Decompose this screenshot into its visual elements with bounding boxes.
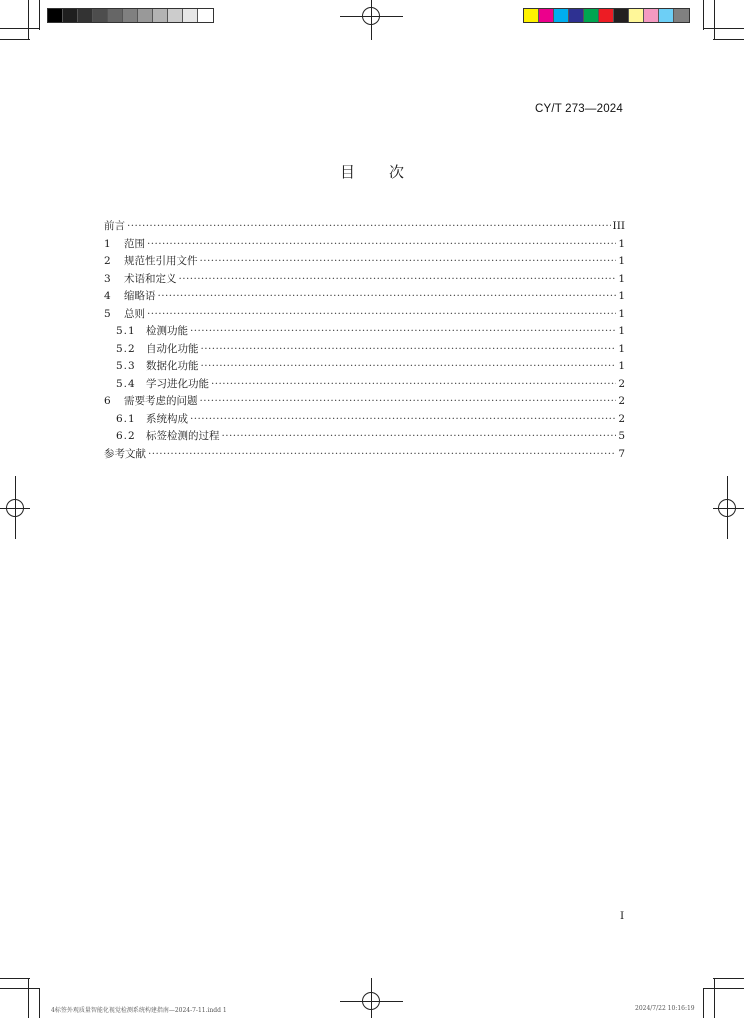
toc-entry-label: 规范性引用文件	[124, 255, 198, 267]
toc-leader-dots	[190, 323, 616, 341]
toc-entry-label: 参考文献	[104, 447, 146, 460]
toc-entry-label: 总则	[124, 307, 145, 320]
crop-mark	[0, 28, 40, 29]
gray-swatch	[153, 9, 168, 22]
toc-entry-page: 1	[618, 325, 625, 337]
toc-entry[interactable]	[104, 341, 625, 359]
toc-leader-dots	[147, 306, 616, 324]
toc-entry-number: 5.3	[116, 360, 136, 372]
color-swatch	[614, 9, 629, 22]
toc-entry[interactable]	[104, 393, 625, 411]
gray-swatch	[48, 9, 63, 22]
toc-entry-number: 1	[104, 237, 111, 250]
crop-mark	[39, 0, 40, 30]
crop-mark	[703, 988, 704, 1018]
crop-mark	[0, 988, 40, 989]
crop-mark	[28, 0, 29, 40]
crop-mark	[39, 988, 40, 1018]
gray-swatch	[78, 9, 93, 22]
crop-mark	[0, 978, 30, 979]
toc-leader-dots	[201, 358, 617, 376]
registration-mark	[718, 499, 736, 517]
toc-leader-dots	[127, 218, 611, 236]
color-swatch	[524, 9, 539, 22]
toc-leader-dots	[222, 428, 617, 446]
toc-entry[interactable]	[104, 323, 625, 341]
crop-mark	[714, 0, 715, 40]
toc-entry-number: 6.1	[116, 412, 136, 425]
toc-leader-dots	[200, 253, 617, 271]
gray-swatch	[123, 9, 138, 22]
gray-swatch	[198, 9, 213, 22]
toc-entry-label: 自动化功能	[146, 342, 199, 355]
toc-entry-label: 术语和定义	[124, 272, 177, 285]
toc-entry-page: 1	[618, 342, 625, 355]
title-right-char: 次	[389, 163, 405, 181]
toc-leader-dots	[148, 446, 616, 464]
toc-entry-label: 前言	[104, 220, 125, 232]
toc-entry-label: 缩略语	[124, 290, 156, 302]
toc-leader-dots	[190, 411, 616, 429]
crop-mark	[28, 978, 29, 1018]
toc-entry-label: 检测功能	[146, 325, 188, 337]
crop-mark	[0, 39, 30, 40]
crop-mark	[713, 978, 744, 979]
toc-entry-page: 5	[618, 430, 625, 442]
toc-entry-page: III	[612, 220, 625, 232]
page-title	[0, 161, 744, 182]
gray-scale-bar	[47, 8, 214, 23]
toc-leader-dots	[158, 288, 617, 306]
color-swatch	[584, 9, 599, 22]
toc-entry-number: 3	[104, 272, 111, 285]
toc-entry-number: 5.2	[116, 342, 136, 355]
toc-entry-number: 5.4	[116, 377, 136, 390]
color-swatch	[629, 9, 644, 22]
toc-entry[interactable]	[104, 236, 625, 254]
color-swatch	[674, 9, 689, 22]
toc-entry-label: 数据化功能	[146, 360, 199, 372]
page-folio: I	[620, 910, 625, 922]
toc-entry[interactable]	[104, 306, 625, 324]
toc-entry-label: 系统构成	[146, 412, 188, 425]
toc-entry[interactable]	[104, 411, 625, 429]
gray-swatch	[168, 9, 183, 22]
toc-entry[interactable]	[104, 446, 625, 464]
crop-mark	[714, 978, 715, 1018]
color-swatch	[659, 9, 674, 22]
slug-timestamp: 2024/7/22 10:16:19	[635, 1005, 695, 1012]
color-control-bar	[523, 8, 690, 23]
toc-entry-label: 范围	[124, 237, 145, 250]
crop-mark	[703, 28, 744, 29]
toc-entry-label: 标签检测的过程	[146, 430, 220, 442]
toc-entry-page: 7	[618, 447, 625, 460]
crop-mark	[713, 39, 744, 40]
toc-entry-page: 1	[618, 290, 625, 302]
toc-entry-number: 2	[104, 255, 111, 267]
toc-entry[interactable]	[104, 288, 625, 306]
color-swatch	[539, 9, 554, 22]
toc-entry-page: 1	[618, 307, 625, 320]
table-of-contents	[104, 218, 625, 463]
toc-entry-page: 1	[618, 272, 625, 285]
standard-code: CY/T 273—2024	[534, 103, 623, 115]
title-left-char: 目	[339, 163, 355, 181]
toc-leader-dots	[211, 376, 616, 394]
toc-entry[interactable]	[104, 218, 625, 236]
toc-entry[interactable]	[104, 358, 625, 376]
toc-entry-page: 1	[618, 255, 625, 267]
registration-mark	[362, 992, 380, 1010]
color-swatch	[644, 9, 659, 22]
crop-mark	[703, 988, 744, 989]
toc-entry-label: 学习进化功能	[146, 377, 209, 390]
slug-file-info: 4标签外观质量智能化视觉检测系统构建指南—2024-7-11.indd 1	[51, 1007, 227, 1014]
crop-mark	[703, 0, 704, 30]
registration-mark	[6, 499, 24, 517]
toc-entry-number: 6.2	[116, 430, 136, 442]
color-swatch	[599, 9, 614, 22]
toc-entry[interactable]	[104, 376, 625, 394]
toc-entry-page: 1	[618, 360, 625, 372]
toc-entry-number: 4	[104, 290, 111, 302]
gray-swatch	[93, 9, 108, 22]
toc-entry-page: 2	[618, 395, 625, 407]
toc-entry-page: 2	[618, 377, 625, 390]
toc-entry[interactable]	[104, 253, 625, 271]
toc-leader-dots	[147, 236, 616, 254]
gray-swatch	[183, 9, 198, 22]
toc-entry-number: 5	[104, 307, 111, 320]
registration-mark	[362, 7, 380, 25]
gray-swatch	[108, 9, 123, 22]
gray-swatch	[63, 9, 78, 22]
color-swatch	[569, 9, 584, 22]
toc-entry-number: 5.1	[116, 325, 136, 337]
toc-entry[interactable]	[104, 271, 625, 289]
toc-leader-dots	[201, 341, 617, 359]
toc-leader-dots	[200, 393, 617, 411]
toc-entry-label: 需要考虑的问题	[124, 395, 198, 407]
toc-entry-number: 6	[104, 395, 111, 407]
toc-entry-page: 1	[618, 237, 625, 250]
toc-leader-dots	[179, 271, 617, 289]
color-swatch	[554, 9, 569, 22]
toc-entry-page: 2	[618, 412, 625, 425]
toc-entry[interactable]	[104, 428, 625, 446]
gray-swatch	[138, 9, 153, 22]
